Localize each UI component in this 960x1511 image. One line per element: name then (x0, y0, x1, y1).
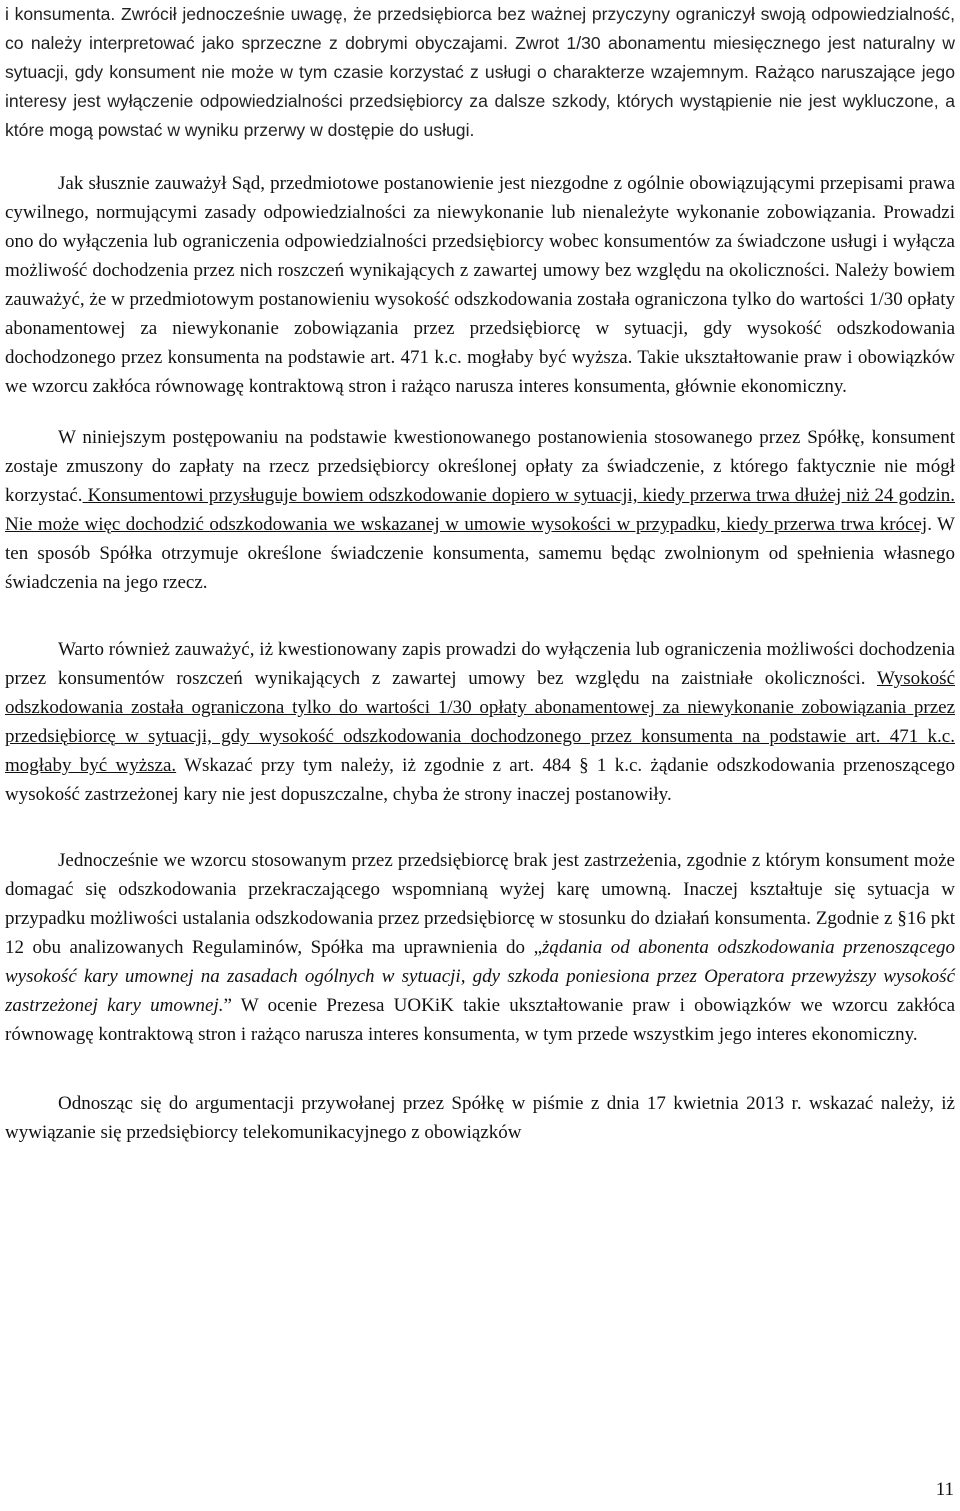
document-page (5, 0, 955, 1147)
paragraph-compensation-limit (5, 635, 955, 809)
text-segment: ” W ocenie Prezesa UOKiK takie ukształtowanie praw i obowiązków we wzorcu zakłóca równowagę kontraktową stron i rażąco narusza interes konsumenta, w tym przede wszystkim jego interes ekonomiczny. (5, 995, 955, 1045)
text-segment: Rażąco naruszające jego interesy jest wyłączenie odpowiedzialności przedsiębiorcy za dalsze szkody, których wystąpienie nie jest wykluczone, a które mogą powstać w wyniku przerwy w dostępie do usługi. (5, 62, 955, 140)
text-segment: Wskazać przy tym należy, iż zgodnie z art. 484 § 1 k.c. żądanie odszkodowania przenoszącego wysokość zastrzeżonej kary nie jest dopuszczalne, chyba że strony inaczej postanowiły. (5, 755, 955, 805)
paragraph-court-opinion-continued (5, 0, 955, 145)
text-segment: Warto również zauważyć, iż kwestionowany zapis prowadzi do wyłączenia lub ograniczenia możliwości dochodzenia przez konsumentów roszczeń wynikających z zawartej umowy bez względu na zaistniałe okoliczności. (5, 639, 955, 689)
paragraph-present-proceedings (5, 423, 955, 597)
text-segment: Odnosząc się do argumentacji przywołanej przez Spółkę w piśmie z dnia 17 kwietnia 2013 r. wskazać należy, iż wywiązanie się przedsiębiorcy telekomunikacyjnego z obowiązków (5, 1093, 955, 1143)
paragraph-contractual-penalty (5, 846, 955, 1049)
paragraph-court-assessment (5, 169, 955, 401)
text-segment: i konsumenta. Zwrócił jednocześnie uwagę, że przedsiębiorca bez ważnej przyczyny ograniczył swoją odpowiedzialność, co należy interpretować jako sprzeczne z dobrymi obyczajami. Zwrot 1/30 abonamentu miesięcznego jest naturalny w sytuacji, gdy konsument nie może w tym czasie korzystać z usługi o charakterze wzajemnym. (5, 4, 955, 82)
italic-quote: żądania od abonenta odszkodowania przenoszącego wysokość kary umownej na zasadach ogólnych w sytuacji, gdy szkoda poniesiona przez Operatora przewyższy wysokość zastrzeżonej kary umownej. (5, 937, 956, 1016)
underlined-text: Nie może więc dochodzić odszkodowania we wskazanej w umowie wysokości w przypadku, kiedy przerwa trwa krócej (5, 514, 928, 535)
text-segment: . W ten sposób Spółka otrzymuje określone świadczenie konsumenta, samemu będąc zwolnionym od spełnienia własnego świadczenia na jego rzecz. (5, 514, 955, 593)
text-segment: Jak słusznie zauważył Sąd, przedmiotowe postanowienie jest niezgodne z ogólnie obowiązującymi przepisami prawa cywilnego, normującymi zasady odpowiedzialności za niewykonanie lub nienależyte wykonanie zobowiązania. Prowadzi ono do wyłączenia lub ograniczenia odpowiedzialności przedsiębiorcy wobec konsumentów za świadczone usługi i wyłącza możliwość dochodzenia przez nich roszczeń wynikających z zawartej umowy bez względu na okoliczności. Należy bowiem zauważyć, że w przedmiotowym postanowieniu wysokość odszkodowania została ograniczona tylko do wartości 1/30 opłaty abonamentowej za niewykonanie zobowiązania przez przedsiębiorcę w sytuacji, gdy wysokość odszkodowania dochodzonego przez konsumenta na podstawie art. 471 k.c. mogłaby być wyższa. Takie ukształtowanie praw i obowiązków we wzorcu zakłóca równowagę kontraktową stron i rażąco narusza interes konsumenta, głównie ekonomiczny. (5, 173, 955, 397)
underlined-text: Konsumentowi przysługuje bowiem odszkodowanie dopiero w sytuacji, kiedy przerwa trwa dłużej niż 24 godzin. (82, 485, 955, 506)
underlined-text: Wysokość odszkodowania została ograniczona tylko do wartości 1/30 opłaty abonamentowej za niewykonanie zobowiązania przez przedsiębiorcę w sytuacji, gdy wysokość odszkodowania dochodzonego przez konsumenta na podstawie art. 471 k.c. mogłaby być wyższa. (5, 668, 955, 776)
text-segment: W niniejszym postępowaniu na podstawie kwestionowanego postanowienia stosowanego przez Spółkę, konsument zostaje zmuszony do zapłaty na rzecz przedsiębiorcy określonej opłaty za świadczenie, z którego faktycznie nie mógł korzystać. (5, 427, 955, 506)
page-number: 11 (935, 1479, 954, 1500)
text-segment: Jednocześnie we wzorcu stosowanym przez przedsiębiorcę brak jest zastrzeżenia, zgodnie z którym konsument może domagać się odszkodowania przekraczającego wspomnianą wyżej karę umowną. Inaczej kształtuje się sytuacja w przypadku możliwości ustalania odszkodowania przez przedsiębiorcę w stosunku do działań konsumenta. Zgodnie z §16 pkt 12 obu analizowanych Regulaminów, Spółka ma uprawnienia do „ (5, 850, 955, 958)
paragraph-company-argument (5, 1089, 955, 1147)
